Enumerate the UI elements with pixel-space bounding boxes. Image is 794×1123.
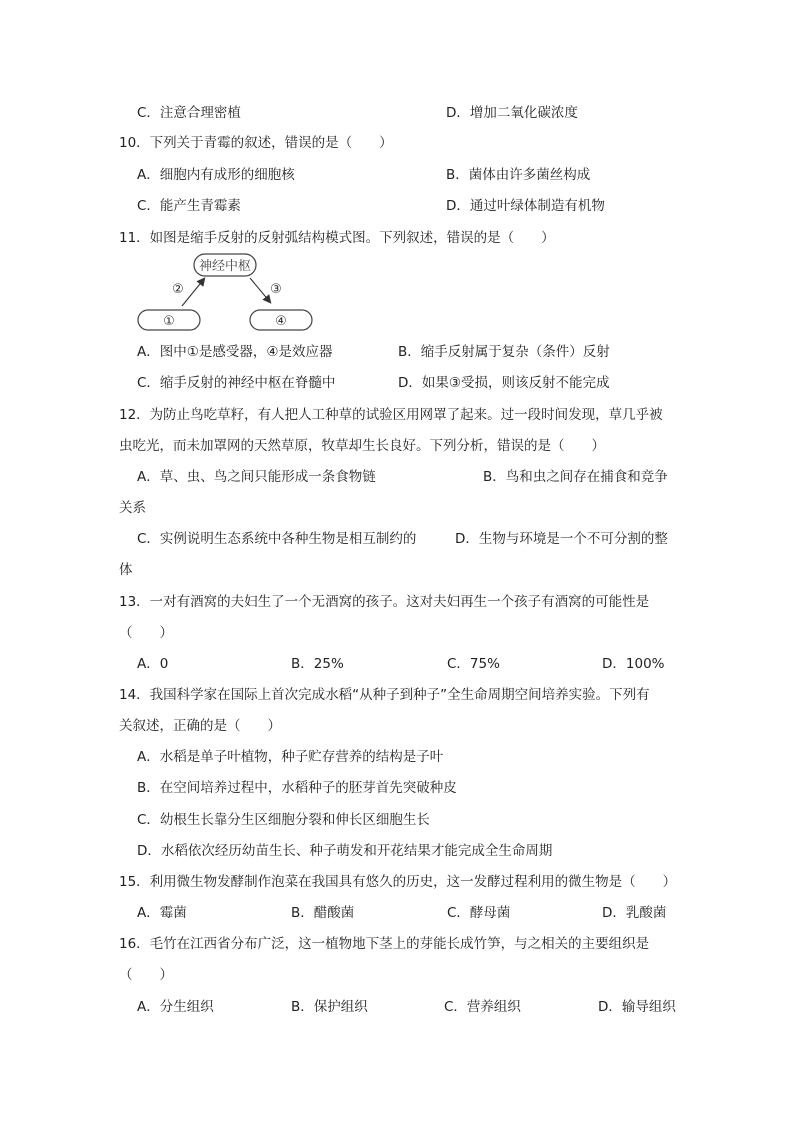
q12-option-a: A．草、虫、鸟之间只能形成一条食物链 — [137, 469, 376, 485]
q16-stem-line-2: （ ） — [119, 967, 173, 983]
q12-option-c: C．实例说明生态系统中各种生物是相互制约的 — [137, 531, 417, 547]
q12-option-b-wrap: 关系 — [119, 500, 146, 516]
q15-option-d: D．乳酸菌 — [602, 905, 667, 921]
q9-option-c: C．注意合理密植 — [137, 105, 241, 121]
q9-option-d: D．增加二氧化碳浓度 — [446, 105, 578, 121]
q13-option-d: D．100% — [602, 656, 665, 672]
q10-option-d: D．通过叶绿体制造有机物 — [446, 198, 605, 214]
q16-option-b: B．保护组织 — [291, 999, 368, 1015]
q11-stem: 11．如图是缩手反射的反射弧结构模式图。下列叙述，错误的是（ ） — [119, 230, 555, 246]
nerve-center-label: 神经中枢 — [198, 259, 252, 274]
diagram-label-4: ④ — [275, 314, 287, 329]
q16-stem-line-1: 16．毛竹在江西省分布广泛，这一植物地下茎上的芽能长成竹笋，与之相关的主要组织是 — [119, 936, 650, 952]
q10-option-c: C．能产生青霉素 — [137, 198, 241, 214]
q13-option-b: B．25% — [291, 656, 344, 672]
reflex-arc-diagram — [130, 248, 330, 336]
q11-option-b: B．缩手反射属于复杂（条件）反射 — [398, 344, 610, 360]
q16-option-c: C．营养组织 — [444, 999, 521, 1015]
q15-option-a: A．霉菌 — [137, 905, 187, 921]
q11-option-c: C．缩手反射的神经中枢在脊髓中 — [137, 375, 336, 391]
q15-stem: 15．利用微生物发酵制作泡菜在我国具有悠久的历史，这一发酵过程利用的微生物是（ ） — [119, 874, 677, 890]
q12-option-d: D．生物与环境是一个不可分割的整 — [455, 531, 668, 547]
q13-option-a: A．0 — [137, 656, 169, 672]
q13-option-c: C．75% — [447, 656, 500, 672]
q13-stem-line-1: 13．一对有酒窝的夫妇生了一个无酒窝的孩子。这对夫妇再生一个孩子有酒窝的可能性是 — [119, 594, 650, 610]
q12-option-d-wrap: 体 — [119, 562, 133, 578]
q14-option-a: A．水稻是单子叶植物，种子贮存营养的结构是子叶 — [137, 749, 444, 765]
q13-stem-line-2: （ ） — [119, 625, 173, 641]
diagram-label-1: ① — [163, 314, 175, 329]
q11-option-d: D．如果③受损，则该反射不能完成 — [398, 375, 610, 391]
diagram-label-2: ② — [172, 282, 184, 297]
q12-stem-line-2: 虫吃光，而未加罩网的天然草原，牧草却生长良好。下列分析，错误的是（ ） — [119, 438, 605, 454]
q15-option-c: C．酵母菌 — [447, 905, 511, 921]
q14-option-b: B．在空间培养过程中，水稻种子的胚芽首先突破种皮 — [137, 780, 457, 796]
q14-option-c: C．幼根生长靠分生区细胞分裂和伸长区细胞生长 — [137, 812, 430, 828]
q15-option-b: B．醋酸菌 — [291, 905, 355, 921]
q10-stem: 10．下列关于青霉的叙述，错误的是（ ） — [119, 135, 393, 151]
diagram-label-3: ③ — [270, 282, 282, 297]
q14-stem-line-2: 关叙述，正确的是（ ） — [119, 718, 281, 734]
q12-stem-line-1: 12．为防止鸟吃草籽，有人把人工种草的试验区用网罩了起来。过一段时间发现，草几乎被 — [119, 407, 663, 423]
q16-option-d: D．输导组织 — [598, 999, 676, 1015]
q12-option-b: B．鸟和虫之间存在捕食和竞争 — [483, 469, 668, 485]
q14-stem-line-1: 14．我国科学家在国际上首次完成水稻“从种子到种子”全生命周期空间培养实验。下列有 — [119, 687, 650, 703]
efferent-arrow — [250, 278, 270, 302]
q10-option-b: B．菌体由许多菌丝构成 — [446, 167, 591, 183]
q16-option-a: A．分生组织 — [137, 999, 214, 1015]
q11-option-a: A．图中①是感受器，④是效应器 — [137, 344, 333, 360]
afferent-arrow — [182, 279, 204, 306]
q14-option-d: D．水稻依次经历幼苗生长、种子萌发和开花结果才能完成全生命周期 — [137, 843, 553, 859]
q10-option-a: A．细胞内有成形的细胞核 — [137, 167, 295, 183]
